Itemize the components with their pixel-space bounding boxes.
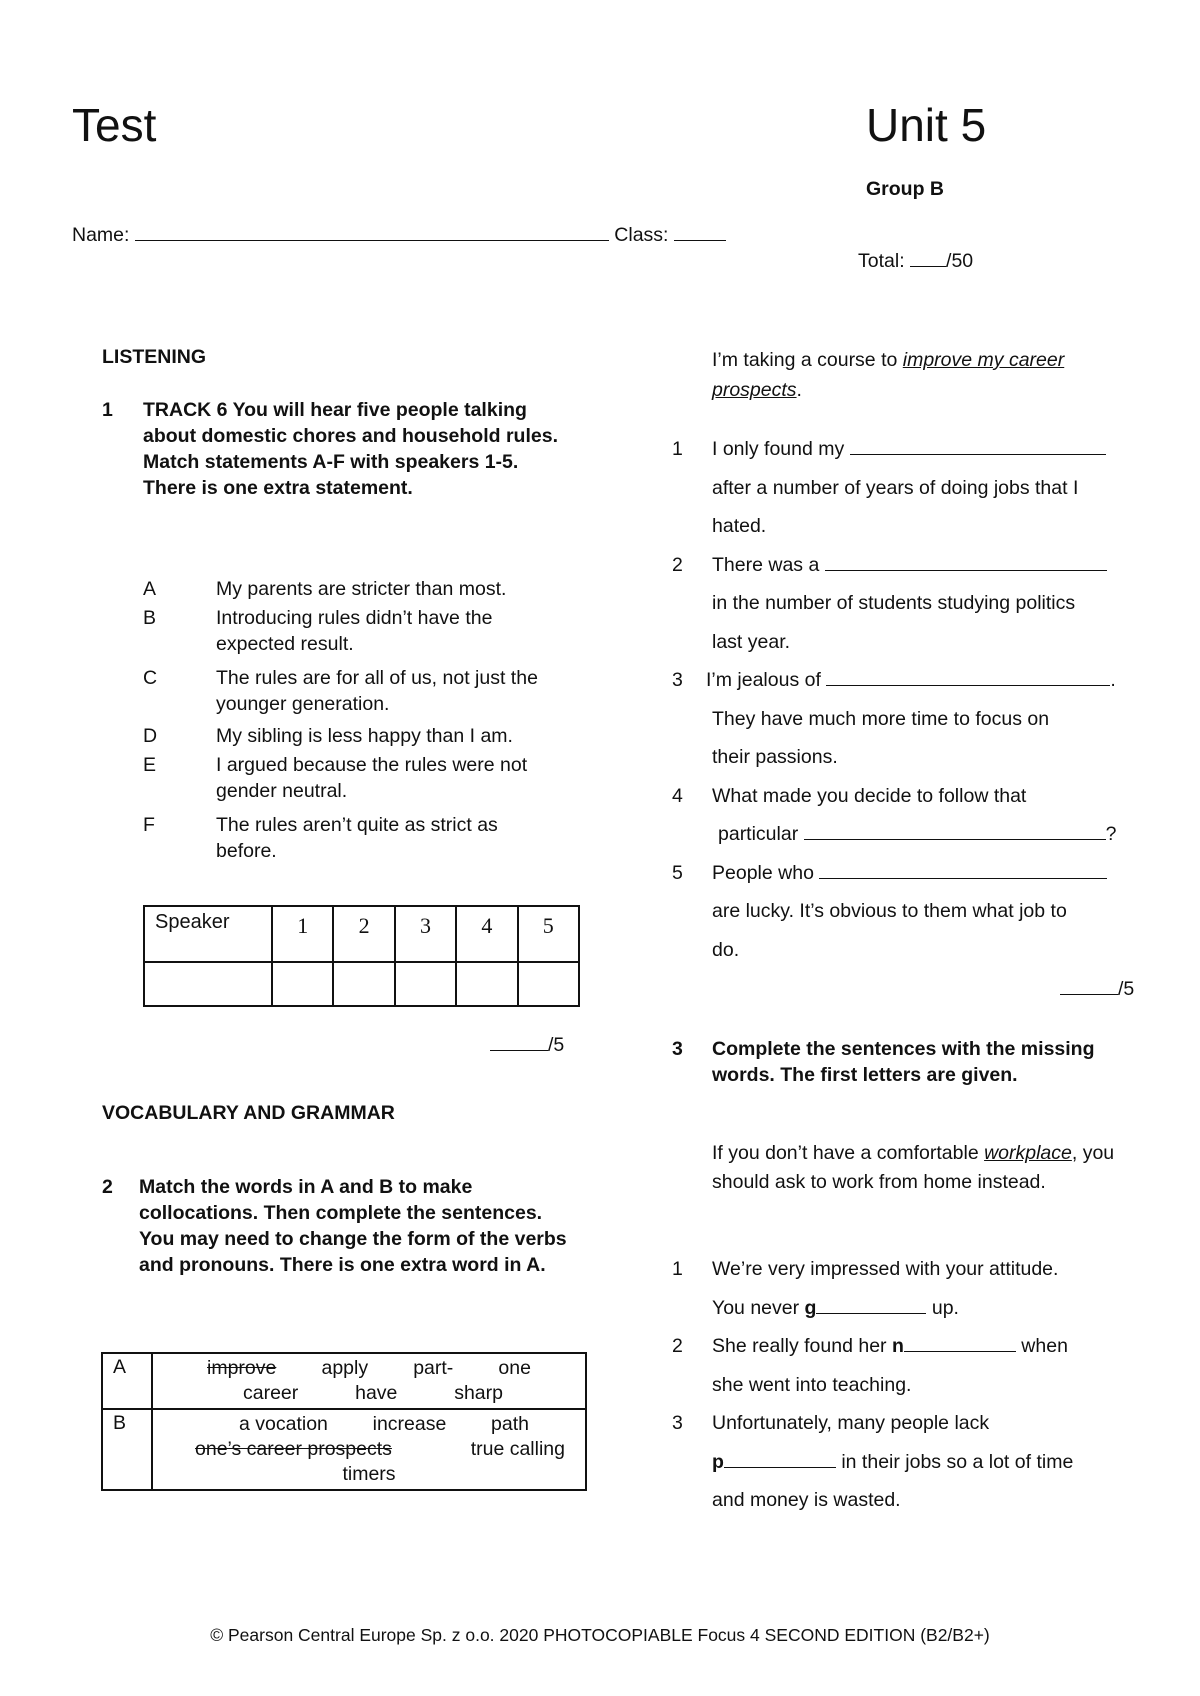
- item-text: I only found my: [712, 438, 845, 460]
- ex2-instruction: Match the words in A and B to make collocations. Then complete the sentences. You may need to change the form of the verbs and pronouns. There is one extra word in A.: [139, 1176, 567, 1276]
- word-a: career: [243, 1382, 299, 1404]
- example-end: .: [796, 379, 802, 401]
- ex2-item: [672, 777, 1142, 854]
- ex2-item: [672, 546, 1142, 662]
- group-label: Group B: [866, 178, 944, 200]
- score-blank[interactable]: [1060, 974, 1118, 995]
- first-letter: n: [891, 1335, 904, 1357]
- answer-cell[interactable]: [395, 962, 456, 1006]
- first-letter: g: [804, 1296, 817, 1319]
- item-text: Unfortunately, many people lack: [712, 1412, 990, 1434]
- total-value: /50: [946, 250, 974, 272]
- word-b: timers: [342, 1463, 396, 1485]
- answer-blank[interactable]: [816, 1293, 926, 1314]
- row-a-label: A: [102, 1353, 152, 1409]
- name-label: Name:: [72, 224, 130, 246]
- item-text: .: [1110, 669, 1116, 691]
- first-letter: p: [712, 1450, 724, 1473]
- ex1-score: [490, 1030, 564, 1058]
- statement-letter: E: [143, 754, 157, 776]
- word-a: improve: [207, 1357, 277, 1379]
- item-text: There was a: [712, 553, 820, 576]
- example-answer: improve my career prospects: [712, 349, 1065, 401]
- answer-cell[interactable]: [333, 962, 394, 1006]
- total-blank[interactable]: [910, 246, 946, 267]
- ex3-item: [672, 1250, 1142, 1327]
- item-text: last year.: [712, 630, 791, 653]
- item-text: ?: [1105, 823, 1117, 845]
- example-text: I’m taking a course to: [712, 349, 903, 371]
- item-text: are lucky. It’s obvious to them what job to: [712, 900, 1067, 922]
- item-text: do.: [712, 938, 740, 961]
- statement-text: The rules are for all of us, not just the younger generation.: [216, 667, 538, 715]
- answer-blank[interactable]: [804, 819, 1106, 840]
- item-text: up.: [926, 1296, 959, 1319]
- item-text: particular: [718, 823, 799, 845]
- answer-blank[interactable]: [825, 550, 1107, 571]
- item-number: 1: [672, 438, 683, 460]
- answer-cell[interactable]: [272, 962, 333, 1006]
- item-text: when: [1015, 1335, 1068, 1357]
- statement-letter: C: [143, 667, 158, 689]
- item-text: hated.: [712, 515, 767, 537]
- ex2-item: [672, 430, 1142, 546]
- score-total: /5: [1118, 978, 1135, 1000]
- speaker-number: 5: [518, 906, 579, 962]
- ex2-score: [1060, 974, 1134, 1002]
- speaker-number: 2: [333, 906, 394, 962]
- word-b: true calling: [470, 1438, 565, 1460]
- speaker-number: 1: [272, 906, 333, 962]
- item-number: 4: [672, 784, 683, 807]
- row-b-label: B: [102, 1409, 152, 1490]
- statement-text: My parents are stricter than most.: [216, 578, 507, 600]
- answer-blank[interactable]: [724, 1447, 836, 1468]
- row-a-words: [152, 1353, 586, 1409]
- word-b: increase: [372, 1413, 447, 1435]
- ex3-example: [712, 1139, 1127, 1197]
- name-blank[interactable]: [135, 220, 609, 241]
- example-text: , you should ask to work from home instead.: [712, 1142, 1115, 1193]
- vocab-heading: VOCABULARY AND GRAMMAR: [102, 1102, 395, 1124]
- item-number: 2: [672, 553, 683, 576]
- answer-blank[interactable]: [850, 434, 1106, 455]
- ex2-item: [672, 661, 1142, 777]
- collocation-table: [101, 1352, 587, 1491]
- statement-text: I argued because the rules were not gender neutral.: [216, 754, 528, 802]
- footer-copyright: © Pearson Central Europe Sp. z o.o. 2020 PHOTOCOPIABLE Focus 4 SECOND EDITION (B2/B2+): [210, 1625, 990, 1645]
- item-text: in the number of students studying politics: [712, 592, 1076, 614]
- item-text: and money is wasted.: [712, 1489, 901, 1511]
- speaker-number: 4: [456, 906, 517, 962]
- speaker-table: [143, 905, 580, 1007]
- statement-text: My sibling is less happy than I am.: [216, 725, 513, 747]
- word-a: have: [355, 1382, 398, 1404]
- word-a: apply: [321, 1357, 369, 1379]
- ex1-number: 1: [102, 399, 113, 421]
- item-text: What made you decide to follow that: [712, 784, 1027, 807]
- item-number: 2: [672, 1335, 683, 1357]
- class-blank[interactable]: [674, 220, 726, 241]
- item-number: 1: [672, 1258, 683, 1280]
- item-text: their passions.: [712, 746, 838, 768]
- ex2-items: [672, 430, 1142, 969]
- listening-heading: LISTENING: [102, 346, 207, 368]
- ex3-item: [672, 1404, 1142, 1520]
- statement-letter: A: [143, 578, 157, 600]
- ex3-item: [672, 1327, 1142, 1404]
- statement-letter: D: [143, 725, 158, 747]
- statement-text: The rules aren’t quite as strict as before.: [216, 814, 498, 862]
- ex2-item: [672, 854, 1142, 970]
- answer-blank[interactable]: [904, 1331, 1016, 1352]
- item-text: People who: [712, 861, 814, 884]
- answer-blank[interactable]: [819, 858, 1107, 879]
- word-b: path: [491, 1413, 529, 1435]
- score-blank[interactable]: [490, 1030, 548, 1051]
- unit-label: Unit 5: [866, 99, 987, 151]
- ex3-number: 3: [672, 1038, 683, 1060]
- word-a: part-: [413, 1357, 454, 1379]
- page-title: Test: [72, 99, 157, 151]
- class-label: Class:: [614, 224, 669, 246]
- answer-cell[interactable]: [518, 962, 579, 1006]
- ex1-instruction: TRACK 6 You will hear five people talking about domestic chores and household rules. Match statements A-F with speakers 1-5. There is one extra statement.: [143, 399, 558, 499]
- word-b: a vocation: [239, 1413, 328, 1435]
- speaker-number: 3: [395, 906, 456, 962]
- answer-blank[interactable]: [826, 665, 1110, 686]
- speaker-header: Speaker: [144, 906, 272, 962]
- item-text: You never: [712, 1296, 805, 1319]
- total-label: Total:: [858, 250, 905, 272]
- word-a: sharp: [454, 1382, 503, 1404]
- item-number: 5: [672, 861, 683, 884]
- ex2-number: 2: [102, 1176, 113, 1198]
- ex2-example: [712, 345, 1132, 405]
- score-total: /5: [548, 1034, 565, 1056]
- ex3-items: [672, 1250, 1142, 1520]
- example-text: If you don’t have a comfortable: [712, 1142, 985, 1164]
- item-text: in their jobs so a lot of time: [835, 1450, 1074, 1473]
- item-text: I’m jealous of: [706, 669, 821, 691]
- word-a: one: [498, 1357, 531, 1379]
- statement-text: Introducing rules didn’t have the expected result.: [216, 607, 493, 655]
- item-number: 3: [672, 669, 683, 691]
- item-text: she went into teaching.: [712, 1373, 912, 1396]
- total-field: [858, 246, 973, 274]
- item-text: They have much more time to focus on: [712, 707, 1050, 730]
- item-text: after a number of years of doing jobs that I: [712, 476, 1079, 499]
- ex3-instruction: Complete the sentences with the missing words. The first letters are given.: [712, 1038, 1095, 1086]
- answer-cell-label: [144, 962, 272, 1006]
- statement-letter: F: [143, 814, 155, 836]
- word-b: one’s career prospects: [195, 1438, 392, 1460]
- statement-letter: B: [143, 607, 157, 629]
- item-text: We’re very impressed with your attitude.: [712, 1258, 1059, 1280]
- name-field: [72, 220, 726, 248]
- item-number: 3: [672, 1412, 683, 1434]
- example-answer: workplace: [984, 1142, 1072, 1164]
- row-b-words: [152, 1409, 586, 1490]
- item-text: She really found her: [712, 1335, 892, 1357]
- answer-cell[interactable]: [456, 962, 517, 1006]
